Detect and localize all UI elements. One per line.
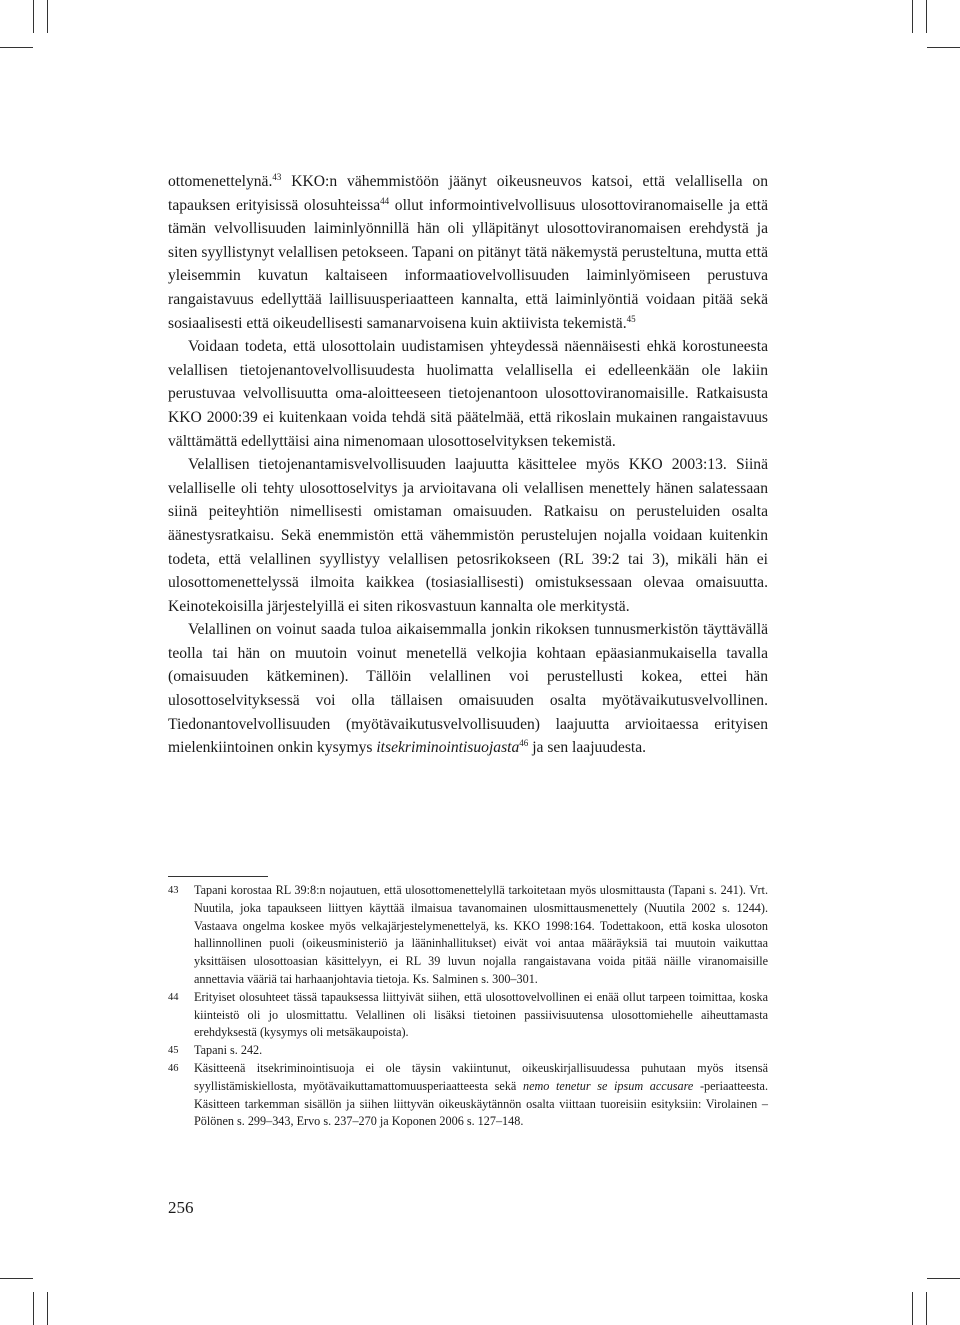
crop-mark-tl-v	[47, 0, 48, 33]
crop-mark-tr-h	[927, 47, 960, 48]
crop-mark-br-h	[927, 1278, 960, 1279]
footnote-ref-46[interactable]: 46	[519, 738, 529, 749]
crop-mark-tr-v	[912, 0, 913, 33]
footnote-separator	[168, 876, 268, 877]
footnote-number: 46	[168, 1062, 179, 1074]
footnote-43	[168, 882, 768, 989]
page-number: 256	[168, 1198, 194, 1217]
footnote-number: 44	[168, 991, 179, 1003]
footnote-text: Tapani s. 242.	[194, 1043, 263, 1058]
italic-latin-phrase: nemo tenetur se ipsum accusare	[522, 1078, 694, 1093]
crop-mark-bl-v	[33, 1292, 34, 1325]
footnotes	[168, 882, 768, 1131]
crop-mark-bl-v2	[47, 1292, 48, 1325]
crop-mark-tr-v2	[926, 0, 927, 33]
body-text	[168, 170, 768, 760]
footnote-ref-45[interactable]: 45	[626, 313, 636, 324]
crop-mark-br-v2	[926, 1292, 927, 1325]
paragraph-2: Voidaan todeta, että ulosottolain uudistamisen yhteydessä näennäisesti ehkä korostuneesta velallisen tietojenantovelvollisuudesta huolimatta velallisella ei edelleenkään ole lakiin perustuvaa velvollisuutta oma-aloitteeseen tietojenantoon ulosottoviranomaisille. Ratkaisusta KKO 2000:39 ei kuitenkaan voida tehdä sitä päätelmää, että rikoslain mukainen rangaistavuus välttämättä edellyttäisi aina nimenomaan ulosottoselvityksen tekemistä.	[168, 338, 768, 450]
footnote-text: Käsitteenä itsekriminointisuoja ei ole täysin vakiintunut, oikeuskirjallisuudessa puhutaan myös itsensä syyllistämiskiellosta, myötävaikuttamattomuusperiaatteesta sekä nemo tenetur se ipsum accusare -periaatteesta. Käsitteen tarkemman sisällön ja siihen liittyvän oikeuskäytännön osalta viittaan tuoreisiin esityksiin: Virolainen – Pölönen s. 299–343, Ervo s. 237–270 ja Koponen 2006 s. 127–148.	[194, 1060, 768, 1129]
paragraph-1: ottomenettelynä.$^{43}$ KKO:n vähemmistöön jäänyt oikeusneuvos katsoi, että velallisella on tapauksen erityisissä olosuhteissa$^{44}$ ollut informointivelvollisuus ulosottoviranomaiselle ja että tämän velvollisuuden laiminlyönnillä hän oli ylläpitänyt ulosottoviranomaisen erehdystä ja siten syyllistynyt velallisen petokseen. Tapani on pitänyt tätä näkemystä perusteltuna, mutta että yleisemmin kuvatun kaltaiseen informaatiovelvollisuuden laiminlyömiseen perustuva rangaistavuus edellyttää laillisuusperiaatteen kannalta, että laiminlyöntiä voidaan pitää sekä sosiaalisesti että oikeudellisesti samanarvoisena kuin aktiivista tekemistä.$^{45}$	[168, 172, 768, 332]
footnote-text: Erityiset olosuhteet tässä tapauksessa liittyivät siihen, että ulosottovelvollinen ei enää ollut tarpeen toimittaa, koska kiinteistö oli jo ulosmittattu. Velallinen oli lisäksi tietoinen passiivisuutensa ulosottomiehelle aiheuttamasta erehdyksestä (kysymys oli metsäkaupoista).	[194, 989, 768, 1040]
crop-mark-br-v	[912, 1292, 913, 1325]
footnote-number: 43	[168, 885, 179, 896]
footnote-46	[168, 1060, 768, 1131]
footnote-ref-44[interactable]: 44	[380, 195, 390, 206]
footnote-44	[168, 989, 768, 1042]
footnote-45	[168, 1042, 768, 1060]
italic-term: itsekriminointisuojasta	[376, 739, 520, 757]
footnote-number: 45	[168, 1045, 179, 1057]
crop-mark-tl-h	[0, 47, 33, 48]
footnote-ref-43[interactable]: 43	[272, 172, 282, 182]
crop-mark-tl-v2	[33, 0, 34, 33]
crop-mark-bl-h	[0, 1278, 33, 1279]
paragraph-3: Velallisen tietojenantamisvelvollisuuden laajuutta käsittelee myös KKO 2003:13. Siinä velalliselle oli tehty ulosottoselvitys ja arvioitavana oli velallisen menettely hänen salatessaan siinä peiteyhtiön nimellisesti omistaman omaisuuden. Ratkaisu on perusteluiden osalta äänestysratkaisu. Sekä enemmistön että vähemmistön perustelujen nojalla voidaan kuitenkin todeta, että velallinen syyllistyy velallisen petosrikokseen (RL 39:2 tai 3), mikäli hän ei ulosottomenettelyssä ilmoita kaikkea (tosiasiallisesti) omistuksessaan olevaa omaisuutta. Keinotekoisilla järjestelyillä ei siten rikosvastuun kannalta ole merkitystä.	[168, 456, 768, 615]
paragraph-4: Velallinen on voinut saada tuloa aikaisemmalla jonkin rikoksen tunnusmerkistön täyttävällä teolla tai hän on muutoin voinut menetellä velkojia kohtaan epäasianmukaisella tavalla (omaisuuden kätkeminen). Tällöin velallinen voi perustellusti kokea, ettei hän ulosottoselvityksessä voi olla tällaisen omaisuuden osalta myötävaikutusvelvollinen. Tiedonantovelvollisuuden (myötävaikutusvelvollisuuden) laajuutta arvioitaessa erityisen mielenkiintoinen onkin kysymys itsekriminointisuojasta$^{46}$ ja sen laajuudesta.	[168, 621, 768, 757]
footnote-text: Tapani korostaa RL 39:8:n nojautuen, että ulosottomenettelyllä tarkoitetaan myös ulosmittausta (Tapani s. 241). Vrt. Nuutila, joka tapaukseen liittyen käyttää ilmaisua tavanomainen ulosmittausmenettely (Nuutila 2002 s. 1244). Vastaava ongelma koskee myös velkajärjestelymenettelyä, ks. KKO 1998:164. Todettakoon, että koska ulosoton hallinnollinen puoli (oikeusministeriö ja lääninhallitukset) eivät voi antaa määräyksiä tai muutoin vaikuttaa yksittäisen ulosottoasian käsittelyyn, ei RL 39 luvun nojalla rangaistavana voida pitää näille viranomaisille annettavia vääriä tai harhaanjohtavia tietoja. Ks. Salminen s. 300–301.	[194, 883, 768, 986]
